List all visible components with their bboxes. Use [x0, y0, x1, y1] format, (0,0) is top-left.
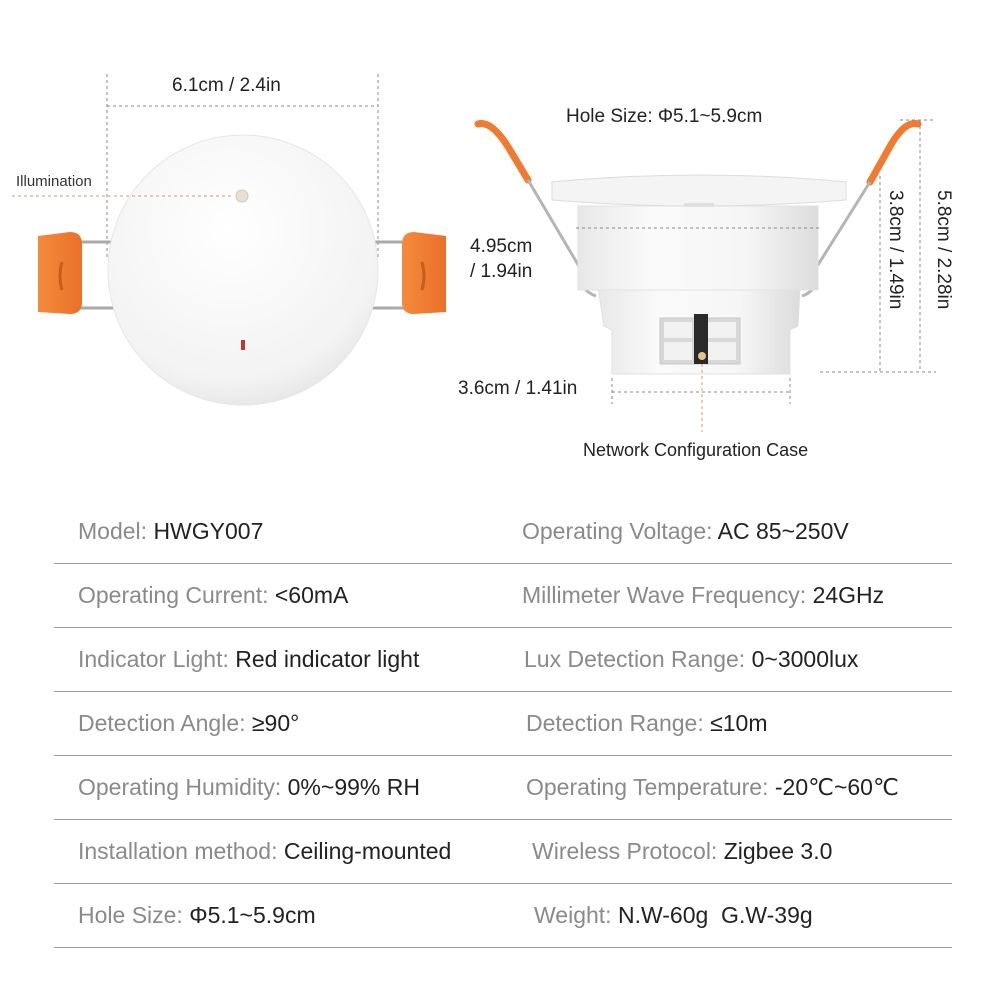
spec-row [54, 820, 952, 884]
spec-row [54, 564, 952, 628]
right-spring-clip [370, 232, 446, 314]
spec-row [54, 692, 952, 756]
spec-row [54, 756, 952, 820]
spec-key: Weight: [534, 902, 612, 928]
spec-value: AC 85~250V [717, 518, 849, 544]
product-diagram [0, 0, 1000, 490]
spec-key: Wireless Protocol: [532, 838, 718, 864]
network-configuration-label: Network Configuration Case [583, 440, 809, 460]
spec-value: <60mA [274, 582, 349, 608]
red-indicator-icon [241, 340, 245, 350]
spec-key: Operating Temperature: [526, 774, 769, 800]
spec-left [78, 838, 451, 865]
spec-key: Indicator Light: [78, 646, 229, 672]
spec-key: Millimeter Wave Frequency: [522, 582, 807, 608]
spec-value: HWGY007 [153, 518, 264, 544]
spec-right [524, 646, 858, 673]
spec-value: Ceiling-mounted [283, 838, 452, 864]
sensor-face [108, 135, 378, 405]
spec-row [54, 628, 952, 692]
spec-key: Lux Detection Range: [524, 646, 746, 672]
spec-value: N.W-60g G.W-39g [617, 902, 813, 928]
total-height-label: 5.8cm / 2.28in [933, 190, 954, 310]
spec-key: Installation method: [78, 838, 278, 864]
spec-value: Red indicator light [235, 646, 420, 672]
spec-right [526, 774, 899, 801]
spec-row [54, 500, 952, 564]
spec-key: Model: [78, 518, 148, 544]
left-spring-clip [38, 232, 118, 314]
inner-diameter-label-2: / 1.94in [470, 261, 533, 282]
spec-value: 0%~99% RH [287, 774, 420, 800]
spec-key: Hole Size: [78, 902, 183, 928]
spec-value: Φ5.1~5.9cm [189, 902, 316, 928]
spec-value: 24GHz [812, 582, 885, 608]
inner-diameter-label-1: 4.95cm [470, 236, 533, 257]
spec-left [78, 902, 316, 929]
body-height-label: 3.8cm / 1.49in [885, 190, 906, 310]
base-width-label: 3.6cm / 1.41in [458, 378, 578, 399]
spec-right [534, 902, 813, 929]
spec-value: ≤10m [710, 710, 768, 736]
width-dimension-label: 6.1cm / 2.4in [172, 75, 281, 96]
light-sensor-icon [236, 190, 248, 202]
spec-right [526, 710, 768, 737]
spec-key: Operating Humidity: [78, 774, 282, 800]
spec-key: Detection Angle: [78, 710, 246, 736]
spec-right [522, 582, 884, 609]
spec-left [78, 518, 263, 545]
spec-table [54, 500, 952, 948]
spec-left [78, 646, 419, 673]
spec-left [78, 582, 348, 609]
hole-size-label: Hole Size: Φ5.1~5.9cm [566, 106, 763, 127]
spec-left [78, 710, 299, 737]
spec-right [522, 518, 849, 545]
spec-left [78, 774, 420, 801]
spec-value: ≥90° [251, 710, 300, 736]
spec-value: 0~3000lux [751, 646, 859, 672]
spec-value: -20℃~60℃ [774, 774, 899, 800]
spec-right [532, 838, 832, 865]
spec-key: Operating Current: [78, 582, 269, 608]
spec-value: Zigbee 3.0 [723, 838, 833, 864]
spec-key: Operating Voltage: [522, 518, 713, 544]
spec-key: Detection Range: [526, 710, 704, 736]
illumination-label: Illumination [16, 173, 92, 190]
spec-row [54, 884, 952, 948]
